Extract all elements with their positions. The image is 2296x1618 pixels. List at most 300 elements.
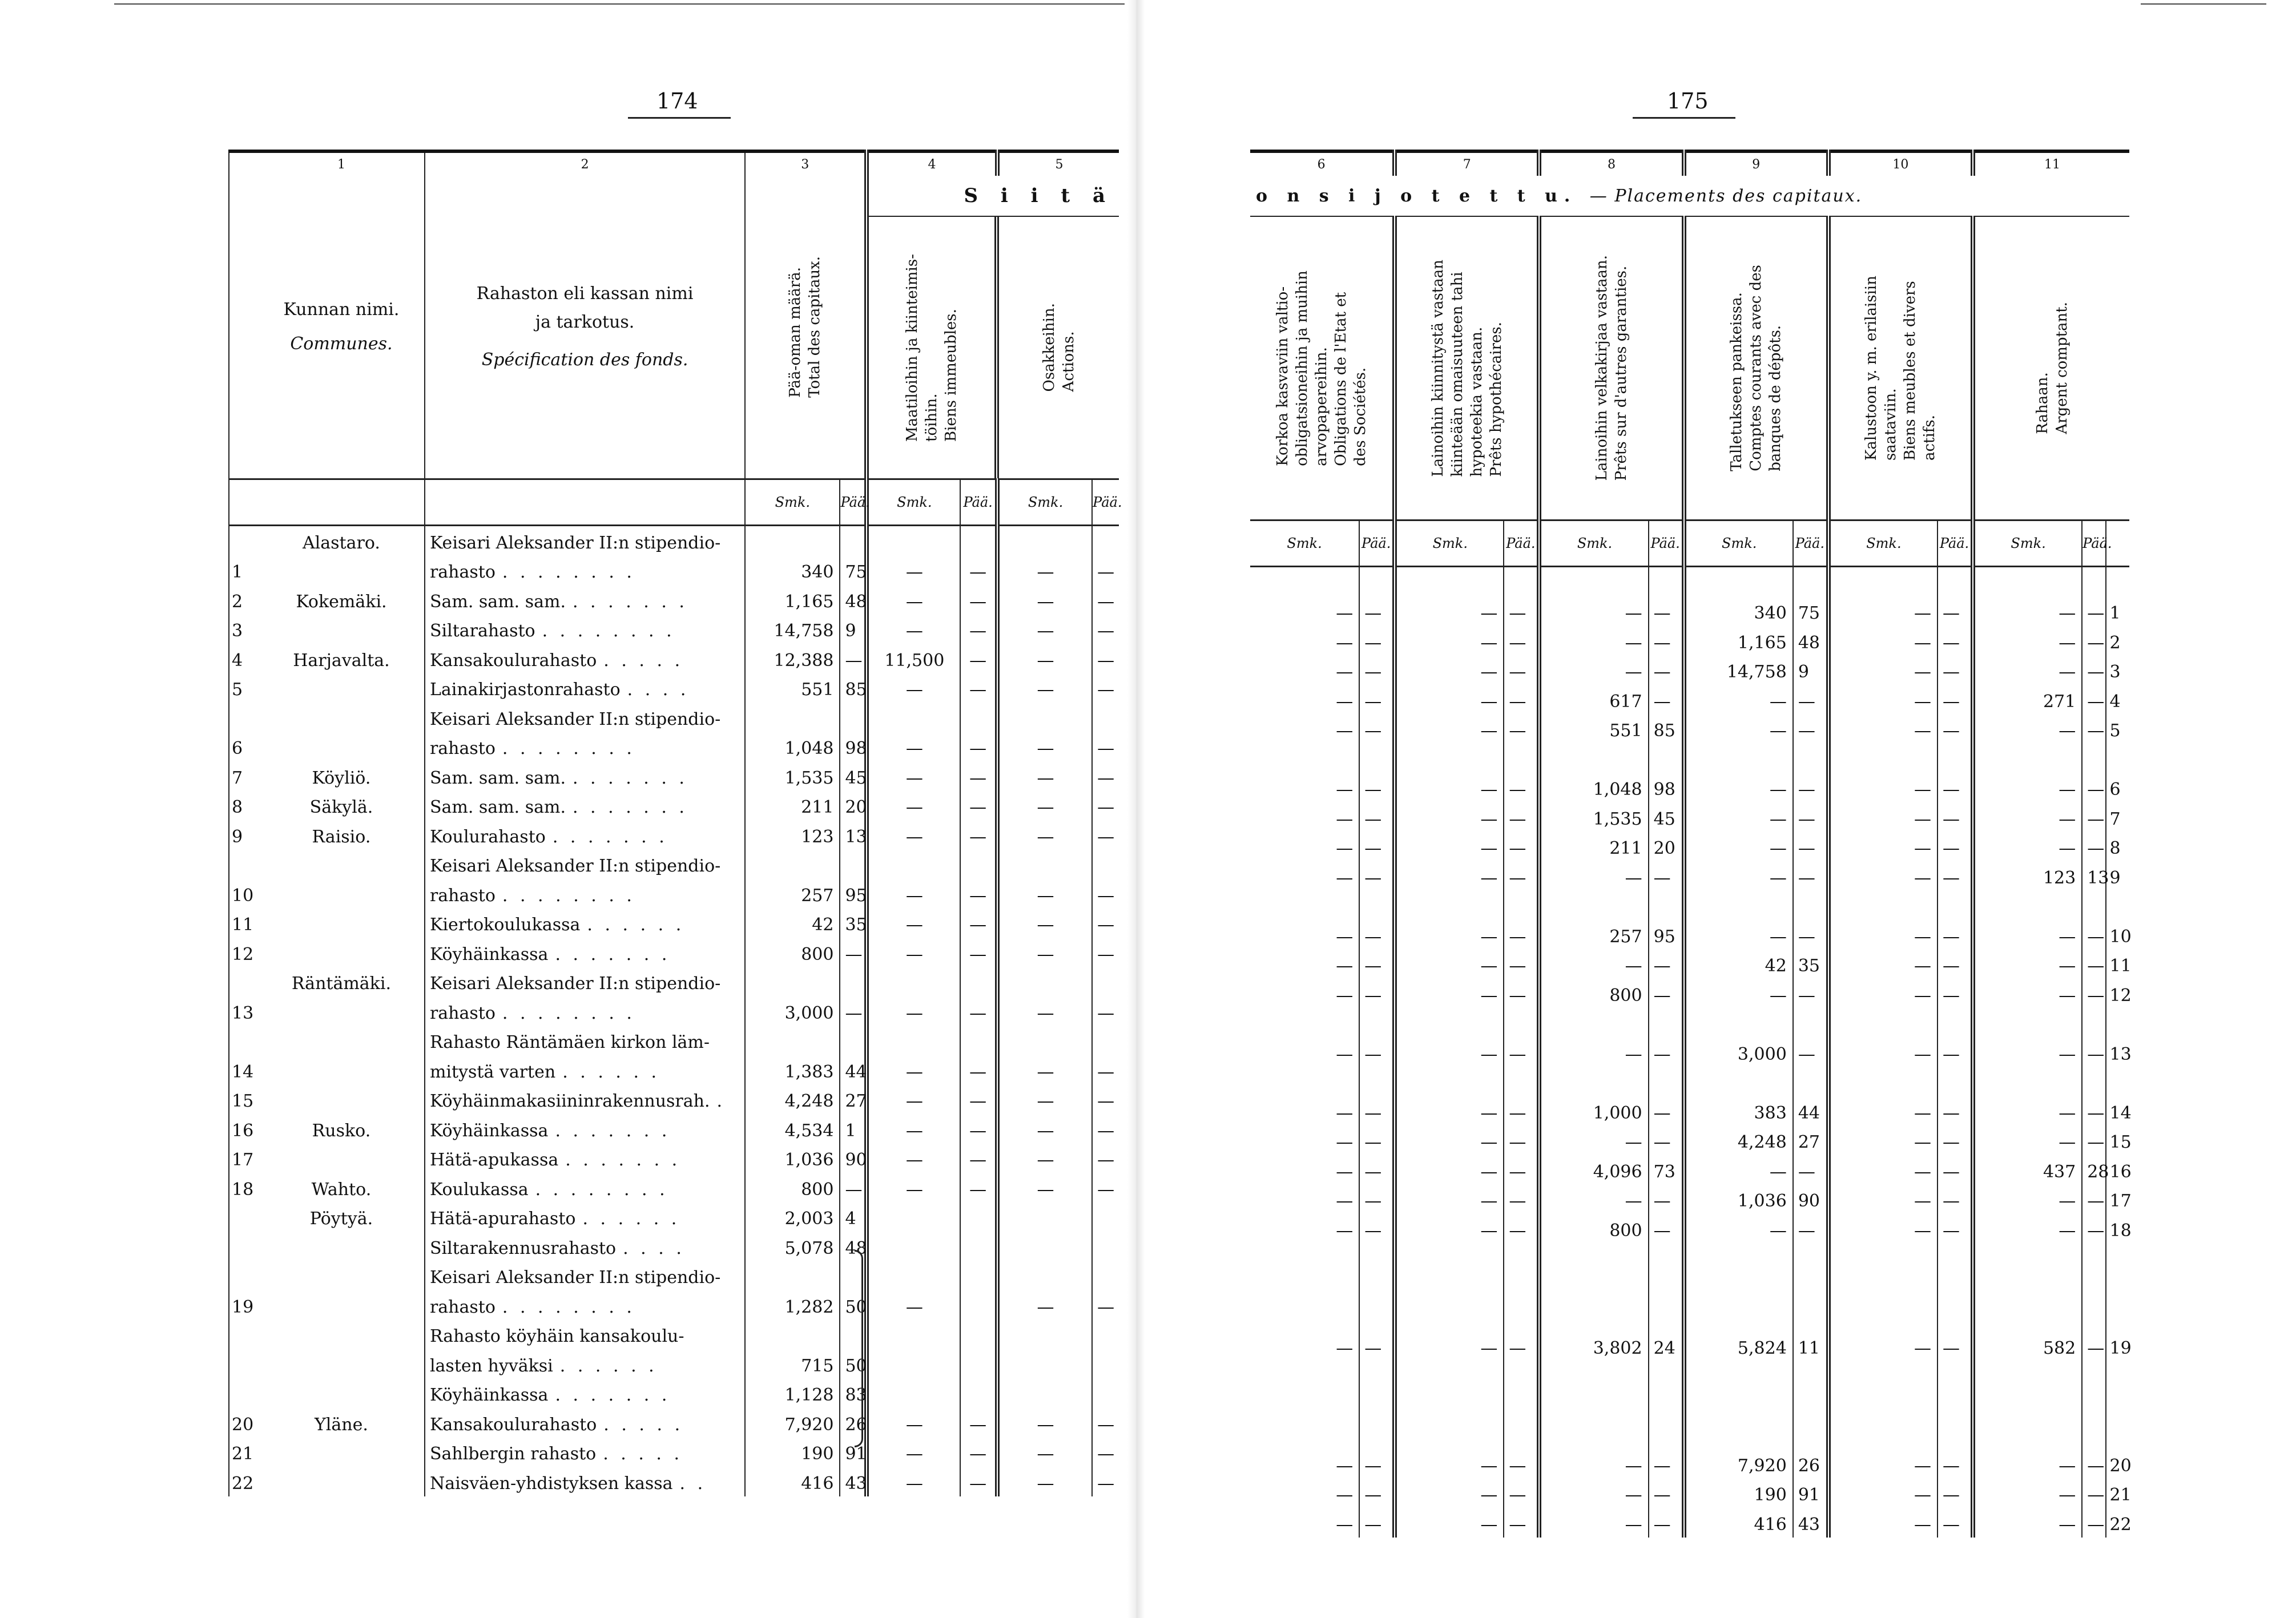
total-p: [840, 850, 867, 879]
leader-dots: [720, 974, 727, 994]
table-row: [1250, 950, 2129, 979]
leader-dots: [684, 1326, 691, 1346]
leader-dots: . . . . . . .: [555, 944, 671, 965]
row-number: [2106, 1008, 2129, 1038]
real-estate-p: —: [960, 879, 997, 909]
mortgages-p: —: [1504, 861, 1539, 891]
real-estate-mk: [867, 967, 960, 997]
real-estate-mk: —: [867, 732, 960, 762]
deposits-mk: [1684, 1008, 1793, 1038]
bonds-mk: [1250, 1420, 1359, 1450]
movables-mk: —: [1828, 1126, 1937, 1156]
deposits-mk: —: [1684, 715, 1793, 744]
left-page-number: 174: [656, 88, 698, 114]
mortgages-mk: [1395, 1273, 1504, 1302]
cash-p: —: [2082, 979, 2105, 1008]
deposits-p: 44: [1793, 1096, 1828, 1126]
row-number: 22: [229, 1467, 259, 1496]
bonds-mk: —: [1336, 1191, 1354, 1211]
deposits-mk: 7,920: [1684, 1449, 1793, 1479]
commune-name: [259, 1261, 425, 1291]
commune-name: Raisio.: [312, 826, 371, 847]
movables-p: —: [1937, 715, 1973, 744]
loans-mk: 1,048: [1539, 773, 1648, 803]
deposits-mk: [1684, 1273, 1793, 1302]
cash-mk: [1973, 1067, 2082, 1097]
mortgages-mk: —: [1395, 1214, 1504, 1244]
table-row: [1250, 567, 2129, 597]
leader-dots: . . . . . . . .: [502, 739, 635, 758]
shares-p: [1092, 1026, 1119, 1056]
deposits-mk: —: [1684, 861, 1793, 891]
shares-p: —: [1092, 1408, 1119, 1438]
real-estate-p: [960, 1320, 997, 1350]
mortgages-p: [1504, 744, 1539, 773]
movables-p: [1937, 1008, 1973, 1038]
shares-p: —: [1092, 615, 1119, 644]
bonds-mk: —: [1336, 1132, 1354, 1152]
fund-label: Rahasto Räntämäen kirkon läm-: [429, 1032, 710, 1052]
loans-p: [1649, 744, 1684, 773]
table-row: [229, 1290, 1119, 1320]
bonds-p: —: [1359, 626, 1395, 656]
total-mk: 1,036: [745, 1144, 840, 1173]
fund-name: [425, 732, 745, 762]
shares-p: —: [1092, 1114, 1119, 1144]
real-estate-mk: 11,500: [867, 644, 960, 673]
row-number: 17: [2106, 1185, 2129, 1214]
table-row: [229, 1144, 1119, 1173]
movables-mk: [1828, 1361, 1937, 1391]
movables-mk: —: [1828, 1508, 1937, 1538]
movables-p: —: [1937, 1038, 1973, 1067]
table-row: [229, 644, 1119, 673]
colno-1: 1: [337, 157, 345, 172]
mortgages-p: [1504, 1302, 1539, 1332]
leader-dots: . . . .: [627, 680, 690, 700]
mortgages-mk: [1395, 744, 1504, 773]
bonds-p: —: [1359, 1479, 1395, 1508]
fund-name: [425, 1026, 745, 1056]
row-number: 18: [2106, 1214, 2129, 1244]
loans-mk: [1539, 1361, 1648, 1391]
commune-name: [259, 1379, 425, 1409]
shares-p: [1092, 703, 1119, 732]
loans-p: 73: [1649, 1155, 1684, 1185]
shares-mk: —: [997, 1114, 1092, 1144]
real-estate-p: —: [960, 1173, 997, 1203]
shares-mk: —: [997, 615, 1092, 644]
mortgages-p: —: [1504, 920, 1539, 950]
loans-mk: —: [1539, 1038, 1648, 1067]
leader-dots: .: [716, 1091, 726, 1111]
real-estate-mk: [867, 1261, 960, 1291]
cash-p: —: [2082, 715, 2105, 744]
total-p: 43: [840, 1467, 867, 1496]
shares-mk: —: [997, 791, 1092, 821]
deposits-mk: [1684, 1067, 1793, 1097]
leader-dots: . . . .: [623, 1238, 685, 1258]
row-number: 9: [229, 820, 259, 850]
row-number: 21: [2106, 1479, 2129, 1508]
row-number: [2106, 1067, 2129, 1097]
cash-mk: —: [1973, 1449, 2082, 1479]
cash-p: —: [2082, 1038, 2105, 1067]
loans-mk: —: [1539, 597, 1648, 627]
total-mk: 7,920: [745, 1408, 840, 1438]
total-mk: [745, 1026, 840, 1056]
fund-name: [425, 1349, 745, 1379]
deposits-p: [1793, 1390, 1828, 1420]
movables-p: —: [1937, 597, 1973, 627]
shares-mk: —: [997, 996, 1092, 1026]
fund-label: Siltarakennusrahasto: [429, 1238, 617, 1258]
deposits-mk: 1,036: [1684, 1185, 1793, 1214]
total-mk: 1,128: [745, 1379, 840, 1409]
cash-p: [2082, 1067, 2105, 1097]
mortgages-mk: —: [1395, 920, 1504, 950]
bonds-p: —: [1359, 597, 1395, 627]
row-number: 12: [2106, 979, 2129, 1008]
loans-p: —: [1649, 685, 1684, 715]
real-estate-p: —: [960, 673, 997, 703]
loans-p: —: [1649, 1126, 1684, 1156]
mortgages-p: [1504, 1008, 1539, 1038]
mortgages-mk: —: [1395, 832, 1504, 862]
cash-p: [2082, 1302, 2105, 1332]
table-row: [229, 996, 1119, 1026]
loans-p: [1649, 1390, 1684, 1420]
loans-p: 24: [1649, 1331, 1684, 1361]
total-p: [840, 967, 867, 997]
commune-name: [259, 1320, 425, 1350]
cash-p: [2082, 1420, 2105, 1450]
fund-label: lasten hyväksi: [429, 1355, 553, 1376]
deposits-mk: —: [1684, 979, 1793, 1008]
bonds-p: —: [1359, 832, 1395, 862]
shares-mk: —: [997, 761, 1092, 791]
real-estate-mk: [867, 1203, 960, 1232]
shares-p: —: [1092, 732, 1119, 762]
table-row: [1250, 1479, 2129, 1508]
currency-mk: Smk.: [867, 479, 960, 526]
bonds-p: —: [1359, 1038, 1395, 1067]
cash-mk: [1973, 1273, 2082, 1302]
movables-mk: —: [1828, 802, 1937, 832]
movables-mk: —: [1828, 920, 1937, 950]
table-row: [229, 732, 1119, 762]
mortgages-p: —: [1504, 1126, 1539, 1156]
loans-p: 85: [1649, 715, 1684, 744]
movables-p: —: [1937, 950, 1973, 979]
row-number: 19: [229, 1290, 259, 1320]
loans-mk: 551: [1539, 715, 1648, 744]
deposits-mk: —: [1684, 802, 1793, 832]
page-number-rule: [1633, 117, 1735, 119]
total-p: 83: [840, 1379, 867, 1409]
row-number: 5: [2106, 715, 2129, 744]
currency-p: Pää.: [1793, 520, 1828, 567]
movables-mk: —: [1828, 1096, 1937, 1126]
cash-mk: [1973, 1302, 2082, 1332]
table-row: [1250, 1155, 2129, 1185]
commune-name: [259, 1085, 425, 1115]
bonds-p: [1359, 1067, 1395, 1097]
movables-p: —: [1937, 920, 1973, 950]
cash-p: [2082, 1390, 2105, 1420]
real-estate-p: —: [960, 644, 997, 673]
deposits-p: —: [1793, 802, 1828, 832]
mortgages-p: [1504, 1244, 1539, 1273]
total-mk: 800: [745, 1173, 840, 1203]
mortgages-p: [1504, 1361, 1539, 1391]
leader-dots: . . . . . . .: [565, 1150, 681, 1170]
mortgages-p: —: [1504, 979, 1539, 1008]
bonds-mk: [1250, 1244, 1359, 1273]
colno-7: 7: [1395, 151, 1539, 176]
movables-mk: —: [1828, 1155, 1937, 1185]
table-row: [229, 967, 1119, 997]
table-row: [229, 879, 1119, 909]
movables-p: [1937, 1244, 1973, 1273]
mortgages-p: —: [1504, 685, 1539, 715]
left-table-body: [229, 526, 1119, 1496]
total-mk: [745, 1261, 840, 1291]
deposits-p: [1793, 1067, 1828, 1097]
fund-name: [425, 1144, 745, 1173]
total-mk: 1,282: [745, 1290, 840, 1320]
leader-dots: . .: [679, 1473, 707, 1494]
loans-p: 98: [1649, 773, 1684, 803]
shares-mk: —: [997, 556, 1092, 586]
table-row: [1250, 832, 2129, 862]
deposits-p: —: [1793, 832, 1828, 862]
commune-name: Pöytyä.: [309, 1209, 373, 1229]
table-row: [229, 1085, 1119, 1115]
cash-mk: —: [1973, 1214, 2082, 1244]
table-row: [229, 1379, 1119, 1409]
fund-name: [425, 761, 745, 791]
commune-name: [259, 703, 425, 732]
fund-label: Köyhäinkassa: [429, 944, 549, 965]
real-estate-p: [960, 1232, 997, 1261]
mortgages-mk: [1395, 1420, 1504, 1450]
deposits-mk: [1684, 1390, 1793, 1420]
shares-p: —: [1092, 644, 1119, 673]
movables-p: —: [1937, 1449, 1973, 1479]
real-estate-p: —: [960, 585, 997, 615]
table-row: [1250, 979, 2129, 1008]
currency-mk: Smk.: [997, 479, 1092, 526]
real-estate-mk: —: [867, 1438, 960, 1467]
shares-mk: [997, 967, 1092, 997]
shares-p: [1092, 967, 1119, 997]
row-number: 16: [2106, 1155, 2129, 1185]
loans-mk: —: [1539, 861, 1648, 891]
movables-p: [1937, 1302, 1973, 1332]
total-mk: 12,388: [745, 644, 840, 673]
row-number: [229, 1026, 259, 1056]
total-p: 20: [840, 791, 867, 821]
fund-label: Keisari Aleksander II:n stipendio-: [429, 856, 721, 876]
real-estate-mk: —: [867, 585, 960, 615]
deposits-p: 90: [1793, 1185, 1828, 1214]
deposits-mk: —: [1684, 1155, 1793, 1185]
real-estate-mk: —: [867, 1290, 960, 1320]
fund-name: [425, 820, 745, 850]
total-p: 35: [840, 909, 867, 938]
mortgages-p: —: [1504, 1331, 1539, 1361]
mortgages-p: —: [1504, 1096, 1539, 1126]
cash-p: [2082, 1361, 2105, 1391]
fund-name: [425, 1438, 745, 1467]
real-estate-p: —: [960, 791, 997, 821]
loans-mk: [1539, 744, 1648, 773]
deposits-p: [1793, 1273, 1828, 1302]
total-mk: 211: [745, 791, 840, 821]
deposits-p: 35: [1793, 950, 1828, 979]
real-estate-p: —: [960, 1438, 997, 1467]
bonds-p: [1359, 567, 1395, 597]
movables-mk: —: [1828, 685, 1937, 715]
cash-mk: —: [1973, 1508, 2082, 1538]
mortgages-mk: —: [1395, 626, 1504, 656]
bonds-p: [1359, 744, 1395, 773]
table-row: [1250, 744, 2129, 773]
total-p: 27: [840, 1085, 867, 1115]
mortgages-mk: [1395, 891, 1504, 921]
leader-dots: . . . . . . . .: [502, 885, 635, 906]
mortgages-mk: —: [1395, 1096, 1504, 1126]
real-estate-mk: [867, 1232, 960, 1261]
shares-p: [1092, 526, 1119, 556]
mortgages-p: [1504, 1067, 1539, 1097]
table-row: [1250, 1244, 2129, 1273]
table-row: [229, 850, 1119, 879]
loans-mk: [1539, 891, 1648, 921]
bonds-p: —: [1359, 1449, 1395, 1479]
leader-dots: . . . . .: [603, 1414, 684, 1435]
row-number: 1: [2106, 597, 2129, 627]
mortgages-mk: —: [1395, 1508, 1504, 1538]
commune-name: [259, 1026, 425, 1056]
table-row: [1250, 656, 2129, 685]
movables-mk: —: [1828, 597, 1937, 627]
shares-p: —: [1092, 791, 1119, 821]
total-mk: 551: [745, 673, 840, 703]
fund-name: [425, 673, 745, 703]
deposits-mk: —: [1684, 920, 1793, 950]
loans-p: [1649, 1361, 1684, 1391]
real-estate-mk: [867, 703, 960, 732]
movables-p: [1937, 567, 1973, 597]
loans-p: [1649, 1420, 1684, 1450]
fund-name: [425, 850, 745, 879]
cash-p: —: [2082, 1214, 2105, 1244]
table-row: [229, 1203, 1119, 1232]
cash-mk: [1973, 1361, 2082, 1391]
fund-label: rahasto: [429, 1297, 496, 1317]
table-row: [229, 938, 1119, 967]
cash-mk: [1973, 1420, 2082, 1450]
cash-p: —: [2082, 1449, 2105, 1479]
deposits-p: —: [1793, 979, 1828, 1008]
shares-mk: —: [997, 673, 1092, 703]
fund-label: Sahlbergin rahasto: [429, 1444, 597, 1464]
real-estate-p: —: [960, 761, 997, 791]
leader-dots: . . . . . .: [582, 1209, 680, 1229]
real-estate-mk: —: [867, 938, 960, 967]
movables-p: —: [1937, 685, 1973, 715]
cash-p: —: [2082, 773, 2105, 803]
fund-name: [425, 703, 745, 732]
cash-mk: —: [1973, 1479, 2082, 1508]
mortgages-mk: —: [1395, 1479, 1504, 1508]
movables-mk: —: [1828, 861, 1937, 891]
total-mk: 257: [745, 879, 840, 909]
currency-p: Pää.: [1359, 520, 1395, 567]
colno-6: 6: [1317, 157, 1326, 172]
row-number: [2106, 567, 2129, 597]
currency-mk: Smk.: [745, 479, 840, 526]
total-p: 9: [840, 615, 867, 644]
row-number: 10: [2106, 920, 2129, 950]
row-number: 2: [2106, 626, 2129, 656]
bonds-mk: —: [1336, 1338, 1354, 1358]
bonds-p: [1359, 891, 1395, 921]
total-p: 26: [840, 1408, 867, 1438]
loans-mk: 4,096: [1539, 1155, 1648, 1185]
deposits-p: [1793, 1244, 1828, 1273]
leader-dots: [720, 856, 727, 876]
total-p: 4: [840, 1203, 867, 1232]
row-number: [229, 1349, 259, 1379]
fund-name: [425, 1320, 745, 1350]
bonds-mk: [1250, 1361, 1359, 1391]
movables-p: [1937, 1273, 1973, 1302]
loans-mk: [1539, 1390, 1648, 1420]
currency-mk: Smk.: [1250, 520, 1359, 567]
loans-mk: 211: [1539, 832, 1648, 862]
fund-label: Kansakoulurahasto: [429, 1414, 597, 1435]
commune-name: [259, 1438, 425, 1467]
table-row: [229, 909, 1119, 938]
real-estate-p: —: [960, 1408, 997, 1438]
row-number: [229, 1203, 259, 1232]
shares-p: —: [1092, 1290, 1119, 1320]
shares-p: —: [1092, 909, 1119, 938]
deposits-mk: [1684, 744, 1793, 773]
fund-label: Naisväen-yhdistyksen kassa: [429, 1473, 673, 1494]
leader-dots: . . . . . . . .: [502, 1003, 635, 1023]
real-estate-mk: —: [867, 556, 960, 586]
mortgages-mk: —: [1395, 1038, 1504, 1067]
currency-p: Pää.: [1092, 479, 1119, 526]
movables-p: —: [1937, 861, 1973, 891]
cash-p: [2082, 1008, 2105, 1038]
bonds-mk: —: [1336, 867, 1354, 888]
row-number: [2106, 1273, 2129, 1302]
bonds-mk: —: [1336, 780, 1354, 800]
cash-p: [2082, 891, 2105, 921]
currency-mk: Smk.: [1395, 520, 1504, 567]
real-estate-mk: —: [867, 1467, 960, 1496]
cash-mk: —: [1973, 1096, 2082, 1126]
real-estate-mk: —: [867, 1408, 960, 1438]
bonds-p: [1359, 1008, 1395, 1038]
fund-label: Keisari Aleksander II:n stipendio-: [429, 532, 721, 553]
bonds-p: —: [1359, 1126, 1395, 1156]
